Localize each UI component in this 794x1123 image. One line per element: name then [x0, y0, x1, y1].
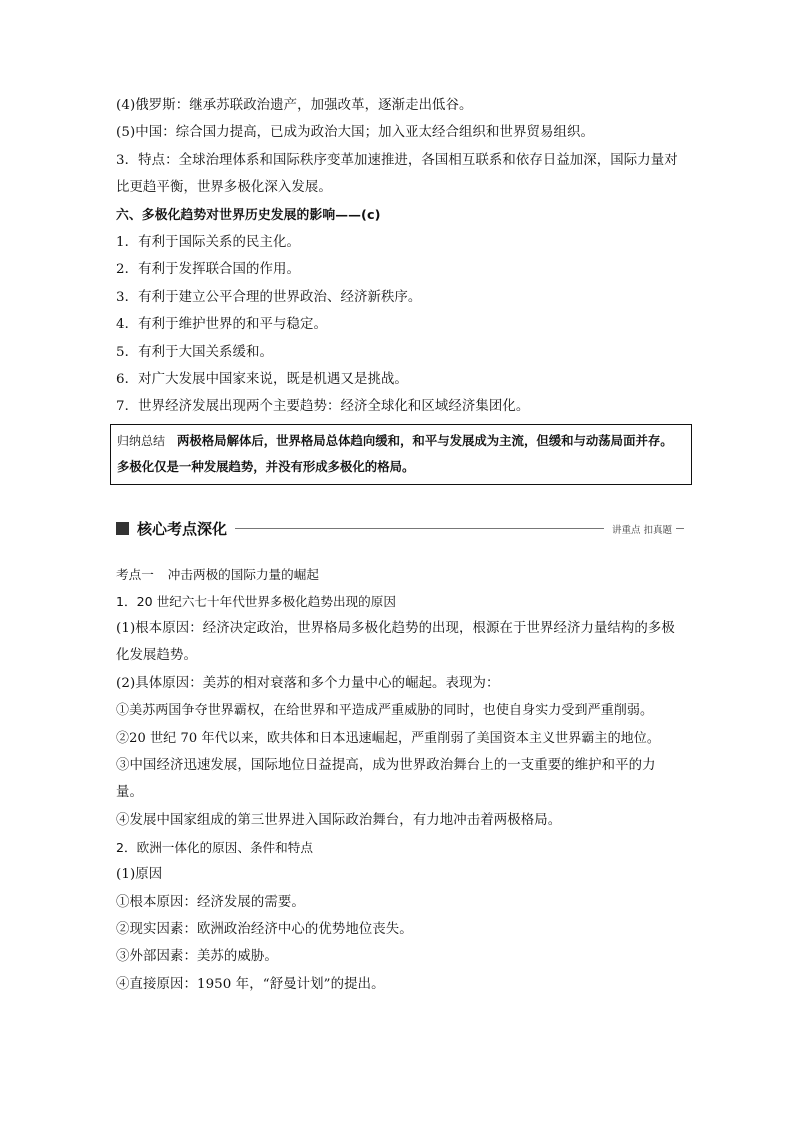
document-page: [116, 92, 686, 998]
text-line-features: 3．特点：全球治理体系和国际秩序变革加速推进，各国相互联系和依存日益加深，国际力量对比更趋平衡，世界多极化深入发展。: [116, 152, 678, 196]
section-six-heading: 六、多极化趋势对世界历史发展的影响——(c): [116, 207, 381, 223]
text-line: (2)具体原因：美苏的相对衰落和多个力量中心的崛起。表现为：: [116, 675, 500, 691]
kaodian-label: 考点一: [116, 566, 154, 582]
summary-label: 归纳总结: [117, 433, 166, 448]
kaodian-heading: [116, 561, 686, 588]
list-item: 7．世界经济发展出现两个主要趋势：经济全球化和区域经济集团化。: [116, 399, 530, 415]
text-line-russia: (4)俄罗斯：继承苏联政治遗产，加强改革，逐渐走出低谷。: [116, 98, 473, 113]
text-line: ②现实因素：欧洲政治经济中心的优势地位丧失。: [116, 921, 413, 937]
text-line: ③中国经济迅速发展，国际地位日益提高，成为世界政治舞台上的一支重要的维护和平的力量。: [116, 757, 656, 801]
kaodian-title: 冲击两极的国际力量的崛起: [167, 566, 319, 582]
text-line: ④发展中国家组成的第三世界进入国际政治舞台，有力地冲击着两极格局。: [116, 812, 562, 828]
list-item: 2．有利于发挥联合国的作用。: [116, 262, 300, 278]
section-end-dash: [676, 528, 684, 529]
core-section-tag: 讲重点 扣真题: [611, 524, 672, 536]
text-line: ③外部因素：美苏的威胁。: [116, 949, 278, 965]
section-divider: [235, 528, 604, 529]
item1-heading: 1．20 世纪六七十年代世界多极化趋势出现的原因: [116, 593, 396, 609]
text-line: (1)根本原因：经济决定政治，世界格局多极化趋势的出现，根源在于世界经济力量结构的多极化发展趋势。: [116, 620, 675, 664]
section-square-icon: [116, 522, 129, 535]
core-section-header: [116, 517, 684, 541]
text-line: ①美苏两国争夺世界霸权，在给世界和平造成严重威胁的同时，也使自身实力受到严重削弱。: [116, 703, 654, 719]
text-line: ④直接原因：1950 年，“舒曼计划”的提出。: [116, 976, 385, 992]
text-line: ②20 世纪 70 年代以来，欧共体和日本迅速崛起，严重削弱了美国资本主义世界霸主的地位。: [116, 730, 660, 746]
text-line: (1)原因: [116, 867, 163, 883]
summary-text: 两极格局解体后，世界格局总体趋向缓和，和平与发展成为主流，但缓和与动荡局面并存。多极化仅是一种发展趋势，并没有形成多极化的格局。: [117, 432, 673, 474]
summary-box: [110, 424, 692, 485]
list-item: 1．有利于国际关系的民主化。: [116, 235, 300, 251]
item2-heading: 2．欧洲一体化的原因、条件和特点: [116, 840, 313, 856]
text-line: ①根本原因：经济发展的需要。: [116, 894, 305, 910]
list-item: 5．有利于大国关系缓和。: [116, 344, 274, 360]
list-item: 6．对广大发展中国家来说，既是机遇又是挑战。: [116, 372, 408, 388]
list-item: 4．有利于维护世界的和平与稳定。: [116, 317, 327, 333]
core-section-title: 核心考点深化: [137, 520, 228, 539]
text-line-china: (5)中国：综合国力提高，已成为政治大国；加入亚太经合组织和世界贸易组织。: [116, 125, 594, 141]
list-item: 3．有利于建立公平合理的世界政治、经济新秩序。: [116, 289, 422, 305]
